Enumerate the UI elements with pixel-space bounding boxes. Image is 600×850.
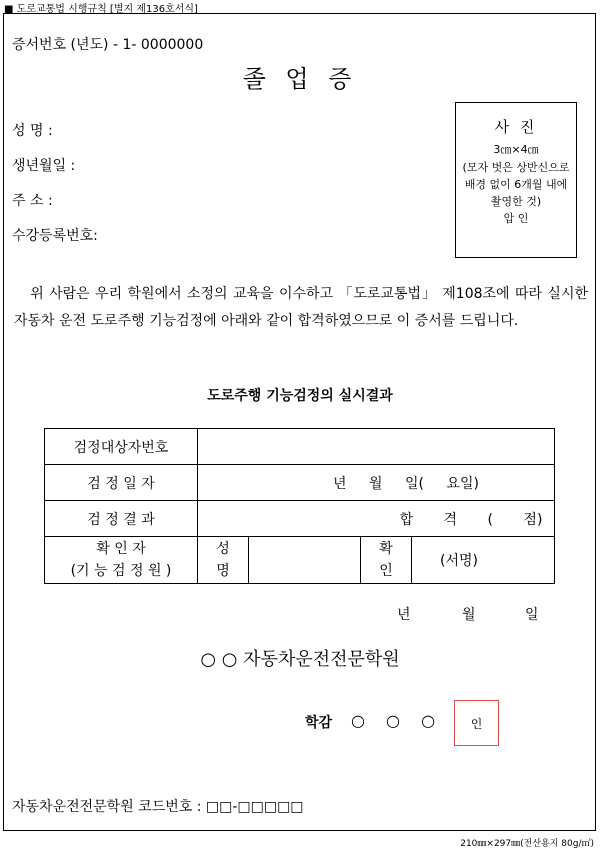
photo-box [455, 102, 577, 258]
issue-month: 월 [462, 607, 476, 623]
photo-instruction: (모자 벗은 상반신으로 배경 없이 6개월 내에 촬영한 것) [462, 161, 570, 208]
exam-date-label: 검 정 일 자 [45, 465, 198, 501]
seal-label: 인 [470, 716, 483, 731]
paper-spec: 210㎜×297㎜(전산용지 80g/㎡) [460, 839, 594, 849]
certificate-body [14, 281, 588, 335]
exam-date-value [198, 465, 555, 501]
dean-label: 학감 [305, 715, 333, 731]
exam-result-text: 합 격 ( 점) [399, 511, 543, 528]
exam-date-text: 년 월 일( 요일) [333, 475, 479, 492]
results-table [44, 428, 555, 584]
confirmer-signature [412, 537, 555, 584]
confirmer-label-line1: 확 인 자 [96, 541, 146, 557]
table-row [45, 429, 555, 465]
dean-name: ○ ○ ○ [351, 711, 444, 730]
seal-box [454, 700, 499, 746]
confirmer-name-value [249, 537, 361, 584]
confirmer-name-label-1: 성 [216, 541, 230, 557]
confirmer-seal-label [361, 537, 412, 584]
photo-label: 사 진 [494, 118, 538, 136]
confirmer-label [45, 537, 198, 584]
results-title: 도로주행 기능검정의 실시결과 [207, 388, 393, 404]
form-reference: ■ 도로교통법 시행규칙 [별지 제136호서식] [4, 4, 198, 15]
photo-attach: 압 인 [503, 212, 529, 225]
table-row [45, 501, 555, 537]
exam-result-value [198, 501, 555, 537]
exam-subject-number-label: 검정대상자번호 [45, 429, 198, 465]
birth-field-label: 생년월일 : [12, 158, 76, 174]
signature-label: (서명) [440, 553, 478, 569]
confirmer-label-line2: (기 능 검 정 원 ) [70, 563, 172, 579]
issue-year: 년 [397, 607, 411, 623]
certificate-number: 증서번호 (년도) - 1- 0000000 [12, 37, 204, 53]
school-code: 자동차운전전문학원 코드번호 : □□-□□□□□ [12, 799, 304, 815]
confirmer-seal-label-1: 확 [379, 541, 393, 557]
certificate-title: 졸 업 증 [242, 65, 358, 93]
exam-subject-number-value [198, 429, 555, 465]
confirmer-seal-label-2: 인 [379, 563, 393, 579]
exam-result-label: 검 정 결 과 [45, 501, 198, 537]
name-field-label: 성 명 : [12, 123, 53, 139]
registration-field-label: 수강등록번호: [12, 228, 98, 244]
address-field-label: 주 소 : [12, 193, 53, 209]
issue-day: 일 [525, 607, 539, 623]
confirmer-name-label-2: 명 [216, 563, 230, 579]
certificate-body-text: 위 사람은 우리 학원에서 소정의 교육을 이수하고 「도로교통법」 제108조에 따라 실시한 자동차 운전 도로주행 기능검정에 아래와 같이 합격하였으므로 이 증서를 드립니다. [14, 286, 588, 329]
table-row [45, 537, 555, 584]
photo-size: 3㎝×4㎝ [493, 143, 539, 156]
school-name: ○ ○ 자동차운전전문학원 [200, 649, 400, 670]
table-row [45, 465, 555, 501]
confirmer-name-label [198, 537, 249, 584]
